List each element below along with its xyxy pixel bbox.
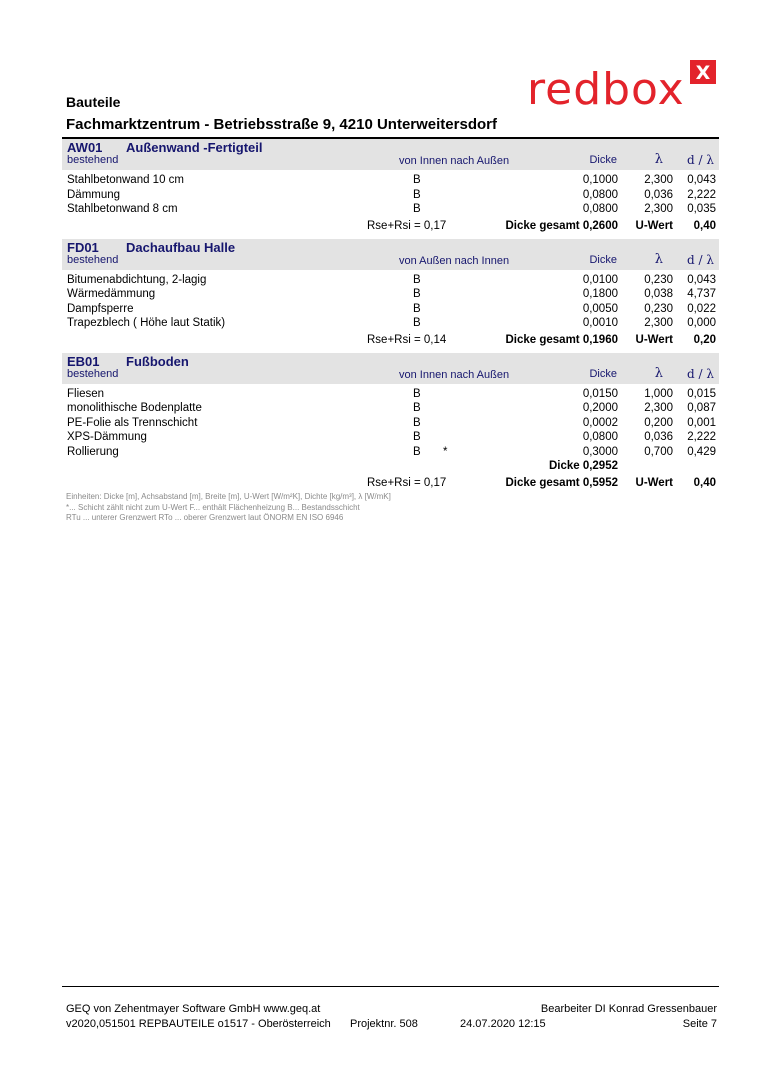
column-header-dicke: Dicke [589,154,617,166]
layer-row [62,417,719,432]
layer-name: Dämmung [67,188,121,201]
layer-dicke: 0,0800 [582,431,618,443]
layer-row [62,431,719,446]
footer-company: GEQ von Zehentmayer Software GmbH www.geq.at [66,1003,321,1015]
layer-lambda: 0,230 [644,273,673,286]
layer-row [62,274,719,289]
layer-dicke: 0,0050 [582,302,618,315]
layer-name: Stahlbetonwand 10 cm [67,174,184,186]
layer-mark: * [443,445,448,458]
footer-page: Seite 7 [682,1018,717,1030]
layer-d-lambda: 0,015 [687,387,716,400]
layer-flag: B [413,203,421,215]
layer-d-lambda: 0,087 [687,402,716,414]
summary-row [62,219,719,236]
layer-dicke: 0,0150 [582,387,618,400]
layer-name: Fliesen [67,387,105,400]
layer-flag: B [413,288,421,300]
rse-rsi: Rse+Rsi = 0,17 [367,219,447,232]
layer-row [62,317,719,332]
project-address: Fachmarktzentrum - Betriebsstraße 9, 4210 Unterweitersdorf [66,116,497,133]
layer-d-lambda: 2,222 [687,431,716,443]
footer-rule [62,986,719,987]
note-units: Einheiten: Dicke [m], Achsabstand [m], Breite [m], U-Wert [W/m²K], Dichte [kg/m³], λ [W/mK] [66,492,391,501]
layer-list [62,170,719,218]
layer-lambda: 0,036 [644,431,673,443]
column-header-d-lambda: d / λ [687,366,714,381]
component-status: bestehend [67,154,119,166]
layer-name: PE-Folie als Trennschicht [67,416,198,429]
component-header [62,139,719,170]
layer-flag: B [413,402,421,414]
layer-d-lambda: 0,043 [687,273,716,286]
component-code: FD01 [67,239,99,255]
layer-flag: B [413,445,421,458]
layer-dicke: 0,0800 [582,203,618,215]
layer-lambda: 0,200 [644,416,673,429]
u-wert-value: 0,40 [693,219,716,232]
footer-editor: Bearbeiter DI Konrad Gressenbauer [540,1003,717,1015]
layer-row [62,288,719,303]
footer-date: 24.07.2020 12:15 [460,1018,546,1030]
layer-direction: von Innen nach Außen [399,155,510,167]
column-header-lambda: λ [654,152,663,167]
layer-direction: von Innen nach Außen [399,368,510,381]
component-name: Außenwand -Fertigteil [126,140,263,155]
note-limits: RTu ... unterer Grenzwert RTo ... oberer Grenzwert laut ÖNORM EN ISO 6946 [66,513,344,522]
layer-flag: B [413,188,421,201]
layer-d-lambda: 0,035 [687,203,716,215]
layer-flag: B [413,431,421,443]
layer-d-lambda: 4,737 [687,288,716,300]
layer-name: Dampfsperre [67,302,134,315]
layer-lambda: 1,000 [644,387,673,400]
layer-lambda: 2,300 [644,174,673,186]
layer-direction: von Außen nach Innen [399,254,510,267]
layer-flag: B [413,317,421,329]
column-header-d-lambda: d / λ [687,153,714,167]
summary-row [62,333,719,350]
dicke-gesamt: Dicke gesamt 0,1960 [505,333,618,346]
subtotal-row [62,460,719,475]
layer-flag: B [413,387,421,400]
layer-row [62,189,719,204]
layer-dicke: 0,1800 [582,288,618,300]
layer-dicke: 0,0010 [582,317,618,329]
layer-list [62,270,719,332]
component-section [62,239,719,350]
layer-flag: B [413,273,421,286]
u-wert-value: 0,40 [693,476,716,489]
layer-name: Trapezblech ( Höhe laut Statik) [67,317,226,329]
layer-d-lambda: 0,000 [687,317,716,329]
component-section [62,353,719,493]
footer-version: v2020,051501 REPBAUTEILE o1517 - Oberösterreich [66,1018,331,1030]
layer-lambda: 0,230 [644,302,673,315]
dicke-gesamt: Dicke gesamt 0,2600 [505,219,618,232]
column-header-dicke: Dicke [589,367,617,380]
layer-name: XPS-Dämmung [67,431,147,443]
component-code: AW01 [67,140,103,155]
layer-flag: B [413,302,421,315]
component-header [62,353,719,384]
layer-flag: B [413,416,421,429]
redbox-logo [527,60,717,112]
column-header-lambda: λ [654,251,663,267]
note-flags: *... Schicht zählt nicht zum U-Wert F... enthält Flächenheizung B... Bestandsschicht [66,502,360,512]
layer-row [62,174,719,189]
u-wert-label: U-Wert [635,476,673,489]
legend-notes [66,492,391,524]
u-wert-label: U-Wert [635,333,673,346]
component-header [62,239,719,270]
layer-d-lambda: 0,001 [687,416,716,429]
layer-d-lambda: 0,022 [687,302,716,315]
layer-dicke: 0,0800 [582,188,618,201]
layer-d-lambda: 0,043 [687,174,716,186]
layer-name: Wärmedämmung [67,288,156,300]
component-code: EB01 [67,353,100,369]
column-header-d-lambda: d / λ [687,252,714,267]
layer-name: monolithische Bodenplatte [67,402,202,414]
logo-mark: X [695,62,711,84]
component-section [62,139,719,236]
layer-dicke: 0,1000 [582,174,618,186]
layer-dicke: 0,2000 [582,402,618,414]
layer-dicke: 0,3000 [582,445,618,458]
layer-lambda: 2,300 [644,402,673,414]
u-wert-label: U-Wert [635,219,673,232]
summary-row [62,476,719,493]
layer-name: Bitumenabdichtung, 2-lagig [67,273,207,286]
column-header-lambda: λ [654,365,663,381]
logo-text: redbox [527,64,685,112]
layer-lambda: 0,038 [644,288,673,300]
rse-rsi: Rse+Rsi = 0,17 [367,476,447,489]
dicke-gesamt: Dicke gesamt 0,5952 [505,476,618,489]
layer-row [62,203,719,218]
component-name: Dachaufbau Halle [126,239,236,255]
layer-name: Rollierung [67,445,119,458]
layer-row [62,388,719,403]
layer-flag: B [413,174,421,186]
component-status: bestehend [67,367,119,380]
layer-d-lambda: 2,222 [687,188,716,201]
component-name: Fußboden [126,353,189,369]
layer-lambda: 0,700 [644,445,673,458]
layer-row [62,402,719,417]
layer-lambda: 0,036 [644,188,673,201]
page-title: Bauteile [66,94,121,110]
component-list [62,139,719,496]
layer-d-lambda: 0,429 [687,445,716,458]
layer-row [62,303,719,318]
layer-row [62,446,719,461]
layer-name: Stahlbetonwand 8 cm [67,203,178,215]
footer-project: Projektnr. 508 [350,1018,418,1030]
layer-lambda: 2,300 [644,203,673,215]
column-header-dicke: Dicke [589,253,617,266]
u-wert-value: 0,20 [693,333,716,346]
layer-list [62,384,719,461]
layer-dicke: 0,0002 [582,416,618,429]
subtotal-dicke: Dicke 0,2952 [548,460,618,472]
layer-dicke: 0,0100 [582,273,618,286]
component-status: bestehend [67,253,119,266]
rse-rsi: Rse+Rsi = 0,14 [367,333,447,346]
layer-lambda: 2,300 [644,317,673,329]
